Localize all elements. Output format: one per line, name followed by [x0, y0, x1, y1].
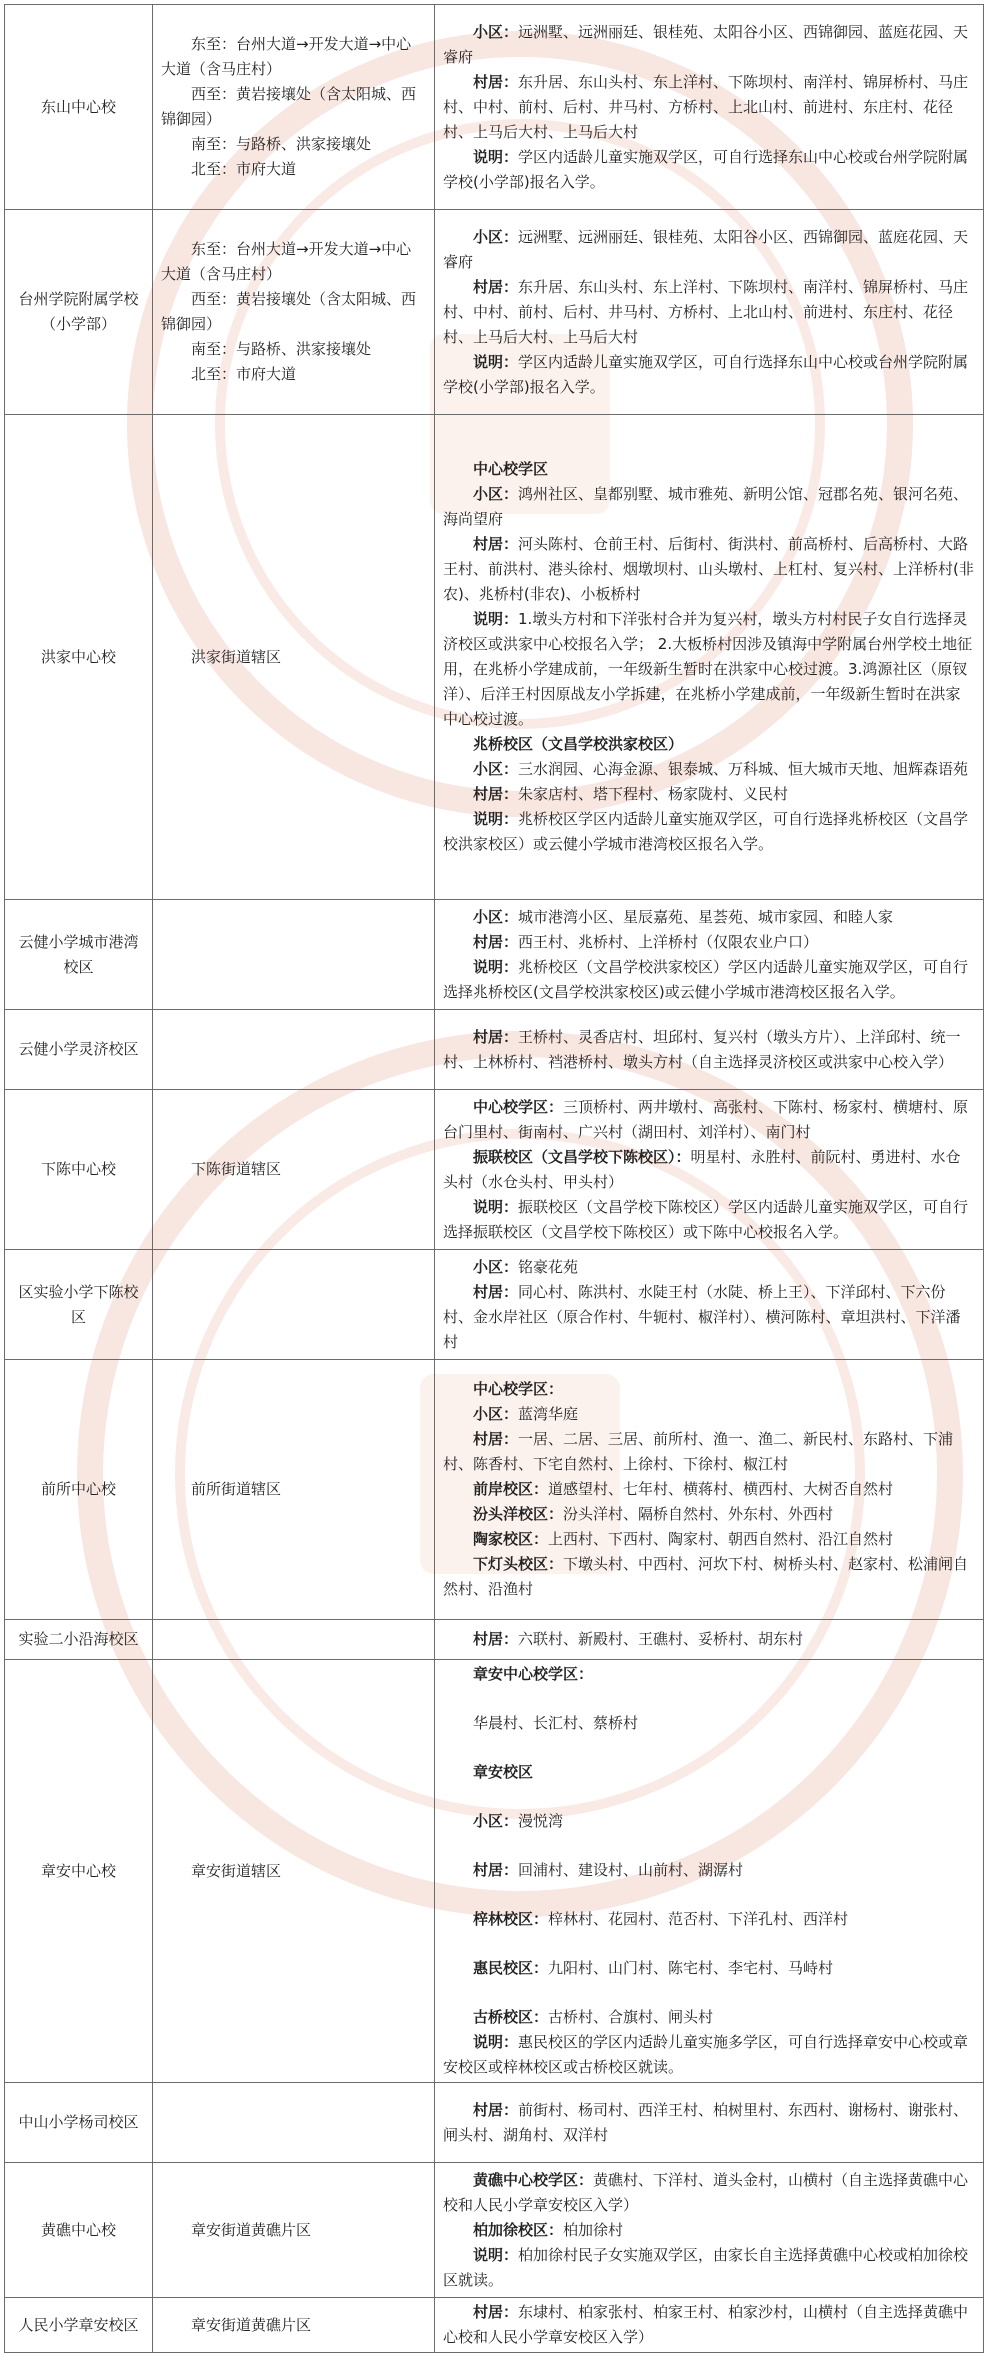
table-row: [5, 1660, 984, 2083]
area-boundary: [153, 1620, 435, 1660]
note-text: 柏加徐村民子女实施双学区，由家长自主选择黄礁中心校或柏加徐校区就读。: [443, 2245, 969, 2289]
note-label: 说明：: [473, 810, 519, 828]
school-name: 云健小学灵济校区: [5, 1010, 153, 1090]
school-name: 东山中心校: [5, 5, 153, 210]
note-text: 学区内适龄儿童实施双学区，可自行选择东山中心校或台州学院附属学校(小学部)报名入学。: [443, 352, 969, 396]
area-boundary: [153, 210, 435, 415]
note-text: 兆桥校区学区内适龄儿童实施双学区，可自行选择兆桥校区（文昌学校洪家校区）或云健小学城市港湾校区报名入学。: [443, 810, 969, 853]
village-list: 一居、二居、三居、前所村、渔一、渔二、新民村、东路村、下浦村、陈香村、下宅自然村、上徐村、下徐村、椒江村: [443, 1430, 954, 1473]
village-label: 村居：: [473, 2100, 519, 2119]
community-label: 小区：: [473, 1405, 519, 1423]
school-name: 黄礁中心校: [5, 2163, 153, 2298]
zone-heading: 中心校学区: [473, 460, 549, 478]
note-label: 说明：: [473, 147, 519, 166]
school-name: 洪家中心校: [5, 415, 153, 900]
district-detail: [435, 1010, 984, 1090]
school-name: 实验二小沿海校区: [5, 1620, 153, 1660]
district-detail: [435, 900, 984, 1010]
zone-heading: 振联校区（文昌学校下陈校区）：: [473, 1147, 691, 1166]
area-boundary: [153, 900, 435, 1010]
north-boundary: 北至：市府大道: [191, 160, 297, 178]
zone-heading: 黄礁中心校学区：: [473, 2170, 594, 2189]
zone-heading: 下灯头校区：: [473, 1555, 564, 1573]
district-detail: [435, 2298, 984, 2353]
district-detail: [435, 415, 984, 900]
zone-list: 柏加徐村: [563, 2220, 624, 2239]
village-label: 村居：: [473, 1630, 519, 1648]
community-label: 小区：: [473, 760, 519, 778]
village-label: 村居：: [473, 72, 519, 91]
community-label: 小区：: [473, 1812, 519, 1830]
district-detail: [435, 1250, 984, 1360]
zone-list: 梓林村、花园村、范否村、下洋孔村、西洋村: [548, 1910, 849, 1928]
table-row: [5, 900, 984, 1010]
zone-list: 三顶桥村、两井墩村、高张村、下陈村、杨家村、横塘村、原台门里村、街南村、广兴村（湖田村、刘洋村）、南门村: [443, 1097, 969, 1141]
district-detail: [435, 1360, 984, 1620]
community-label: 小区：: [473, 1257, 519, 1276]
table-row: [5, 2298, 984, 2353]
village-list: 回浦村、建设村、山前村、湖潺村: [518, 1861, 744, 1879]
zone-heading: 兆桥校区（文昌学校洪家校区）: [473, 735, 684, 753]
village-label: 村居：: [473, 932, 519, 951]
zone-list: 华晨村、长汇村、蔡桥村: [473, 1714, 639, 1732]
village-label: 村居：: [473, 1430, 519, 1448]
community-list: 城市港湾小区、星辰嘉苑、星荟苑、城市家园、和睦人家: [518, 907, 894, 926]
village-list: 东埭村、柏家张村、柏家王村、柏家沙村，山横村（自主选择黄礁中心校和人民小学章安校区入学）: [443, 2303, 969, 2346]
area-text: 章安街道辖区: [191, 1861, 282, 1880]
area-boundary: [153, 2083, 435, 2163]
school-name: 人民小学章安校区: [5, 2298, 153, 2353]
community-list: 漫悦湾: [518, 1812, 564, 1830]
village-list: 西王村、兆桥村、上洋桥村（仅限农业户口）: [518, 932, 819, 951]
zone-heading: 章安校区: [473, 1763, 534, 1781]
village-label: 村居：: [473, 535, 519, 553]
community-list: 远洲墅、远洲丽廷、银桂苑、太阳谷小区、西锦御园、蓝庭花园、天睿府: [443, 22, 969, 66]
table-row: [5, 210, 984, 415]
village-label: 村居：: [473, 1027, 519, 1046]
village-list: 河头陈村、仓前王村、后街村、街洪村、前高桥村、后高桥村、大路王村、前洪村、港头徐村、烟墩坝村、山头墩村、上杠村、复兴村、上洋桥村(非农)、兆桥村(非农)、小板桥村: [443, 535, 974, 603]
village-label: 村居：: [473, 1861, 519, 1879]
area-text: 章安街道黄礁片区: [191, 2220, 312, 2239]
table-row: [5, 1360, 984, 1620]
zone-heading: 陶家校区：: [473, 1530, 549, 1548]
district-detail: [435, 1090, 984, 1250]
east-boundary: 东至：台州大道→开发大道→中心大道（含马庄村）: [161, 35, 412, 78]
village-label: 村居：: [473, 2303, 519, 2321]
area-text: 前所街道辖区: [191, 1480, 282, 1498]
district-detail: [435, 1660, 984, 2083]
community-label: 小区：: [473, 227, 519, 246]
note-label: 说明：: [473, 1197, 519, 1216]
zone-list: 九阳村、山门村、陈宅村、李宅村、马峙村: [548, 1959, 834, 1977]
village-list: 同心村、陈洪村、水陡王村（水陡、桥上王）、下洋邱村、下六份村、金水岸社区（原合作村、牛轭村、椒洋村）、横河陈村、章坦洪村、下洋潘村: [443, 1282, 961, 1351]
village-label: 村居：: [473, 1282, 519, 1301]
district-detail: [435, 2163, 984, 2298]
zone-list: 黄礁村、下洋村、道头金村，山横村（自主选择黄礁中心校和人民小学章安校区入学）: [443, 2170, 969, 2214]
school-district-table: [4, 4, 984, 2353]
note-text: 惠民校区的学区内适龄儿童实施多学区，可自行选择章安中心校或章安校区或梓林校区或古桥校区就读。: [443, 2033, 969, 2076]
village-list: 朱家店村、塔下程村、杨家陇村、义民村: [518, 785, 789, 803]
table-row: [5, 1620, 984, 1660]
table-row: [5, 1010, 984, 1090]
village-label: 村居：: [473, 277, 519, 296]
school-name: 下陈中心校: [5, 1090, 153, 1250]
area-boundary: [153, 2298, 435, 2353]
community-list: 远洲墅、远洲丽廷、银桂苑、太阳谷小区、西锦御园、蓝庭花园、天睿府: [443, 227, 969, 271]
village-list: 六联村、新殿村、王礁村、妥桥村、胡东村: [518, 1630, 804, 1648]
note-label: 说明：: [473, 957, 519, 976]
zone-heading: 章安中心校学区：: [473, 1665, 594, 1683]
zone-heading: 汾头洋校区：: [473, 1505, 564, 1523]
school-name: 章安中心校: [5, 1660, 153, 2083]
note-text: 振联校区（文昌学校下陈校区）学区内适龄儿童实施双学区，可自行选择振联校区（文昌学校下陈校区）或下陈中心校报名入学。: [443, 1197, 969, 1241]
zone-list: 道感望村、七年村、横蒋村、横西村、大树否自然村: [548, 1480, 894, 1498]
zone-list: 明星村、永胜村、前阮村、勇进村、水仓头村（水仓头村、甲头村）: [443, 1147, 961, 1191]
note-text: 1.墩头方村和下洋张村合并为复兴村，墩头方村村民子女自行选择灵济校区或洪家中心校报名入学； 2.大板桥村因涉及镇海中学附属台州学校土地征用，在兆桥小学建成前，一年级新生暂时在洪家中心校过渡。3.鸿源社区（原钗洋）、后洋王村因原战友小学拆建，在兆桥小学建成前，一年级新生暂时在洪家中心校过渡。: [443, 610, 973, 728]
village-label: 村居：: [473, 785, 519, 803]
east-boundary: 东至：台州大道→开发大道→中心大道（含马庄村）: [161, 240, 412, 283]
table-row: [5, 1250, 984, 1360]
school-name: 中山小学杨司校区: [5, 2083, 153, 2163]
zone-list: 上西村、下西村、陶家村、朝西自然村、沿江自然村: [548, 1530, 894, 1548]
school-name: 台州学院附属学校（小学部）: [5, 210, 153, 415]
zone-list: 汾头洋村、隔桥自然村、外东村、外西村: [563, 1505, 834, 1523]
west-boundary: 西至：黄岩接壤处（含太阳城、西锦御园）: [161, 290, 417, 333]
table-row: [5, 2163, 984, 2298]
area-text: 章安街道黄礁片区: [191, 2315, 312, 2334]
zone-heading: 前岸校区：: [473, 1480, 549, 1498]
south-boundary: 南至：与路桥、洪家接壤处: [191, 135, 372, 153]
area-boundary: [153, 1010, 435, 1090]
area-text: 下陈街道辖区: [191, 1160, 282, 1178]
zone-heading: 柏加徐校区：: [473, 2220, 564, 2239]
area-boundary: [153, 2163, 435, 2298]
zone-heading: 中心校学区：: [473, 1380, 564, 1398]
community-label: 小区：: [473, 907, 519, 926]
village-list: 东升居、东山头村、东上洋村、下陈坝村、南洋村、锦屏桥村、马庄村、中村、前村、后村、井马村、方桥村、上北山村、前进村、东庄村、花径村、上马后大村、上马后大村: [443, 277, 969, 346]
school-name: 前所中心校: [5, 1360, 153, 1620]
community-list: 铭豪花苑: [518, 1257, 579, 1276]
note-label: 说明：: [473, 2033, 519, 2051]
note-text: 学区内适龄儿童实施双学区，可自行选择东山中心校或台州学院附属学校(小学部)报名入学。: [443, 147, 969, 191]
district-detail: [435, 5, 984, 210]
district-detail: [435, 2083, 984, 2163]
village-list: 王桥村、灵香店村、坦邱村、复兴村（墩头方片）、上洋邱村、统一村、上林桥村、裆港桥村、墩头方村（自主选择灵济校区或洪家中心校入学）: [443, 1027, 961, 1071]
community-label: 小区：: [473, 22, 519, 41]
area-text: 洪家街道辖区: [191, 647, 282, 666]
area-boundary: [153, 1250, 435, 1360]
note-label: 说明：: [473, 610, 519, 628]
zone-heading: 古桥校区：: [473, 2008, 549, 2026]
community-label: 小区：: [473, 485, 519, 503]
area-boundary: [153, 1090, 435, 1250]
west-boundary: 西至：黄岩接壤处（含太阳城、西锦御园）: [161, 85, 417, 128]
note-label: 说明：: [473, 352, 519, 371]
village-list: 前街村、杨司村、西洋王村、柏树里村、东西村、谢杨村、谢张村、闸头村、湖角村、双洋村: [443, 2100, 969, 2144]
table-row: [5, 1090, 984, 1250]
north-boundary: 北至：市府大道: [191, 365, 297, 383]
south-boundary: 南至：与路桥、洪家接壤处: [191, 340, 372, 358]
community-list: 蓝湾华庭: [518, 1405, 579, 1423]
note-label: 说明：: [473, 2245, 519, 2264]
community-list: 三水润园、心海金源、银泰城、万科城、恒大城市天地、旭辉森语苑: [518, 760, 969, 778]
zone-list: 古桥村、合旗村、闸头村: [548, 2008, 714, 2026]
note-text: 兆桥校区（文昌学校洪家校区）学区内适龄儿童实施双学区，可自行选择兆桥校区(文昌学校洪家校区)或云健小学城市港湾校区报名入学。: [443, 957, 969, 1001]
table-row: [5, 2083, 984, 2163]
community-list: 鸿州社区、皇都别墅、城市雅苑、新明公馆、冠郡名苑、银河名苑、海尚望府: [443, 485, 969, 528]
zone-heading: 惠民校区：: [473, 1959, 549, 1977]
zone-heading: 梓林校区：: [473, 1910, 549, 1928]
area-boundary: [153, 415, 435, 900]
area-boundary: [153, 1660, 435, 2083]
district-detail: [435, 1620, 984, 1660]
area-boundary: [153, 5, 435, 210]
school-name: 云健小学城市港湾校区: [5, 900, 153, 1010]
zone-heading: 中心校学区：: [473, 1097, 564, 1116]
school-name: 区实验小学下陈校区: [5, 1250, 153, 1360]
village-list: 东升居、东山头村、东上洋村、下陈坝村、南洋村、锦屏桥村、马庄村、中村、前村、后村、井马村、方桥村、上北山村、前进村、东庄村、花径村、上马后大村、上马后大村: [443, 72, 969, 141]
zone-list: 下墩头村、中西村、河坎下村、树桥头村、赵家村、松浦闸自然村、沿渔村: [443, 1555, 969, 1598]
table-row: [5, 5, 984, 210]
district-detail: [435, 210, 984, 415]
table-row: [5, 415, 984, 900]
area-boundary: [153, 1360, 435, 1620]
